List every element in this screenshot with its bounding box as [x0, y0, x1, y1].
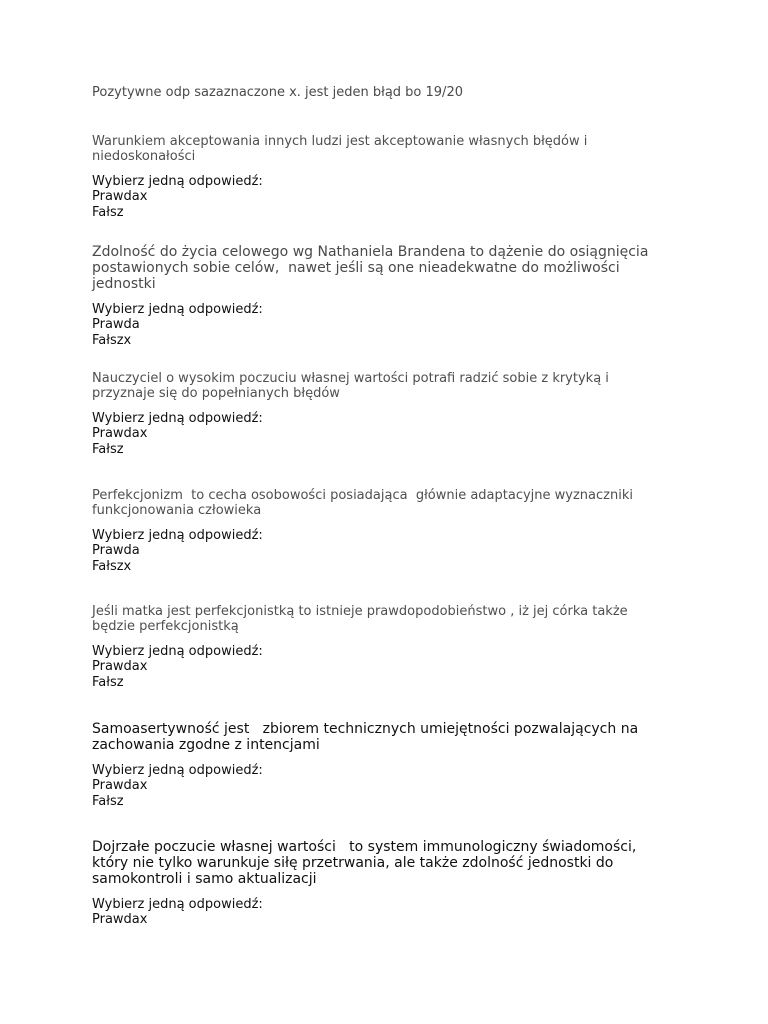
question-text [92, 134, 692, 164]
answer-option[interactable]: Fałszx [92, 333, 132, 348]
answer-prompt: Wybierz jedną odpowiedź: [92, 302, 263, 317]
answer-option[interactable]: Prawdax [92, 778, 148, 793]
question-7 [92, 839, 692, 928]
answer-options [92, 426, 692, 458]
answer-options [92, 659, 692, 691]
answer-prompt: Wybierz jedną odpowiedź: [92, 897, 263, 912]
question-line: jednostki [92, 276, 156, 292]
question-3 [92, 371, 692, 458]
question-line: postawionych sobie celów, nawet jeśli są one nieadekwatne do możliwości [92, 260, 620, 276]
answer-option[interactable]: Fałsz [92, 205, 124, 220]
answer-option[interactable]: Prawdax [92, 912, 148, 927]
question-5 [92, 604, 692, 691]
answer-options [92, 543, 692, 575]
answer-options [92, 778, 692, 810]
answer-option[interactable]: Prawdax [92, 189, 148, 204]
question-line: Samoasertywność jest zbiorem technicznych umiejętności pozwalających na [92, 721, 639, 737]
question-line: Nauczyciel o wysokim poczuciu własnej wartości potrafi radzić sobie z krytyką i [92, 371, 609, 386]
page-header-note: Pozytywne odp sazaznaczone x. jest jeden błąd bo 19/20 [92, 85, 463, 100]
answer-options [92, 189, 692, 221]
question-line: będzie perfekcjonistką [92, 619, 239, 634]
answer-option[interactable]: Fałszx [92, 559, 132, 574]
answer-prompt: Wybierz jedną odpowiedź: [92, 763, 263, 778]
question-6 [92, 721, 692, 810]
question-text [92, 488, 692, 518]
question-line: Zdolność do życia celowego wg Nathaniela Brandena to dążenie do osiągnięcia [92, 244, 649, 260]
answer-options [92, 912, 692, 928]
question-line: Dojrzałe poczucie własnej wartości to system immunologiczny świadomości, [92, 839, 637, 855]
answer-prompt: Wybierz jedną odpowiedź: [92, 644, 263, 659]
answer-option[interactable]: Prawdax [92, 426, 148, 441]
question-line: który nie tylko warunkuje siłę przetrwania, ale także zdolność jednostki do [92, 855, 614, 871]
answer-option[interactable]: Prawda [92, 317, 140, 332]
question-line: funkcjonowania człowieka [92, 503, 262, 518]
question-line: Jeśli matka jest perfekcjonistką to istnieje prawdopodobieństwo , iż jej córka także [92, 604, 628, 619]
question-text [92, 244, 692, 292]
question-line: niedoskonałości [92, 149, 196, 164]
question-4 [92, 488, 692, 575]
question-line: Warunkiem akceptowania innych ludzi jest akceptowanie własnych błędów i [92, 134, 588, 149]
question-line: Perfekcjonizm to cecha osobowości posiadająca głównie adaptacyjne wyznaczniki [92, 488, 633, 503]
answer-option[interactable]: Fałsz [92, 675, 124, 690]
answer-options [92, 317, 692, 349]
question-1 [92, 134, 692, 221]
answer-option[interactable]: Prawda [92, 543, 140, 558]
answer-option[interactable]: Prawdax [92, 659, 148, 674]
question-text [92, 371, 692, 401]
answer-option[interactable]: Fałsz [92, 442, 124, 457]
answer-prompt: Wybierz jedną odpowiedź: [92, 528, 263, 543]
question-line: przyznaje się do popełnianych błędów [92, 386, 340, 401]
question-line: zachowania zgodne z intencjami [92, 737, 320, 753]
question-text [92, 604, 692, 634]
question-text [92, 721, 692, 753]
question-text [92, 839, 692, 887]
answer-prompt: Wybierz jedną odpowiedź: [92, 411, 263, 426]
question-line: samokontroli i samo aktualizacji [92, 871, 317, 887]
question-2 [92, 244, 692, 349]
answer-prompt: Wybierz jedną odpowiedź: [92, 174, 263, 189]
answer-option[interactable]: Fałsz [92, 794, 124, 809]
